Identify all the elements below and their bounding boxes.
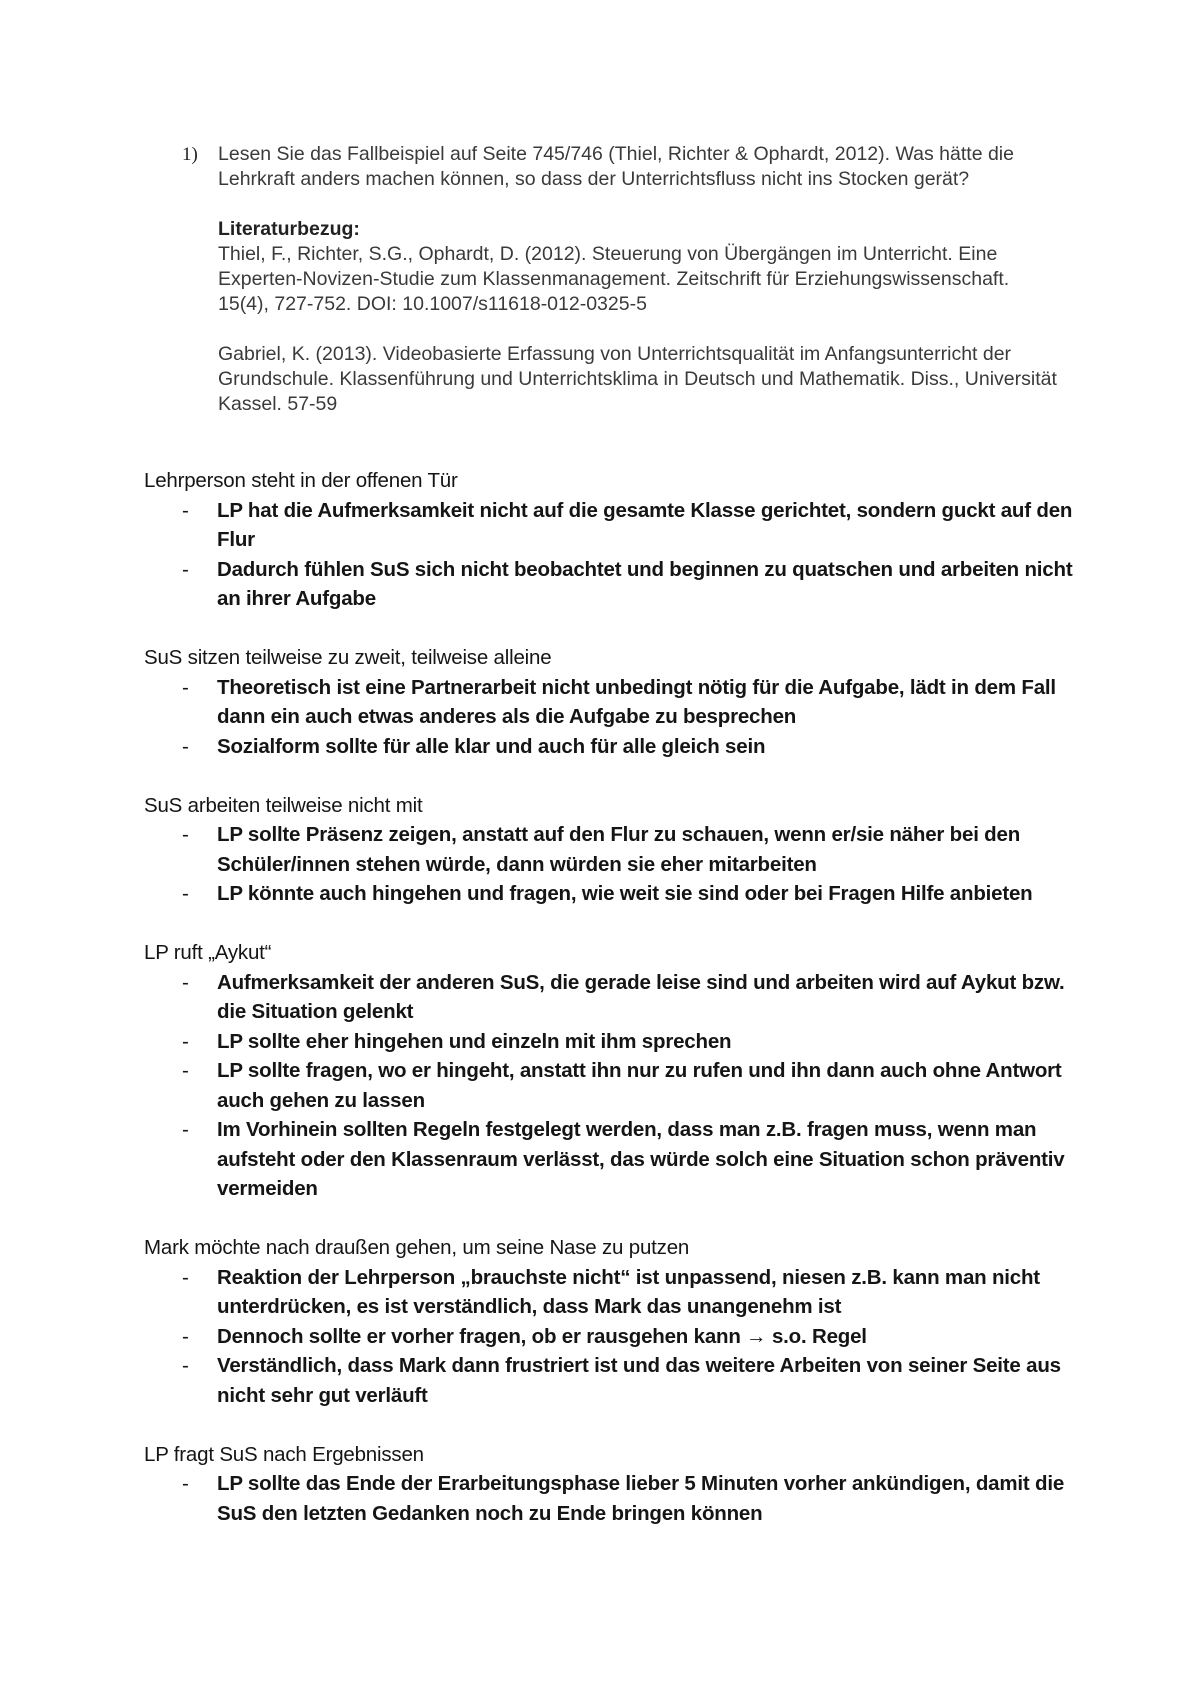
section-results bbox=[144, 1440, 1084, 1529]
list-item-text: LP hat die Aufmerksamkeit nicht auf die gesamte Klasse gerichtet, sondern guckt auf den Flur bbox=[217, 498, 1073, 551]
section-open-door bbox=[144, 466, 1084, 614]
literature-heading: Literaturbezug: bbox=[218, 218, 360, 240]
section-seating bbox=[144, 643, 1084, 761]
bullet-dash: - bbox=[182, 734, 189, 758]
bullet-list bbox=[144, 1469, 1084, 1528]
reference-thiel: Thiel, F., Richter, S.G., Ophardt, D. (2012). Steuerung von Übergängen im Unterricht. Eine Experten-Novizen-Studie zum Klassenmanagement. Zeitschrift für Erziehungswissenschaft. 15(4), 727-752. DOI: 10.1007/s11618-012-0325-5 bbox=[218, 243, 1010, 315]
section-aykut bbox=[144, 938, 1084, 1204]
section-heading: Lehrperson steht in der offenen Tür bbox=[144, 469, 458, 492]
bullet-dash: - bbox=[182, 1029, 189, 1053]
section-heading: SuS arbeiten teilweise nicht mit bbox=[144, 793, 423, 817]
list-item bbox=[144, 1115, 1084, 1204]
bullet-list bbox=[144, 496, 1084, 614]
list-item-text: Sozialform sollte für alle klar und auch für alle gleich sein bbox=[217, 734, 766, 758]
list-item bbox=[144, 732, 1084, 762]
section-heading: LP fragt SuS nach Ergebnissen bbox=[144, 1442, 424, 1466]
list-item bbox=[144, 673, 1084, 732]
bullet-dash: - bbox=[182, 1472, 189, 1495]
list-item bbox=[144, 555, 1084, 614]
bullet-list bbox=[144, 820, 1084, 909]
list-item-text: Dennoch sollte er vorher fragen, ob er rausgehen kann → s.o. Regel bbox=[217, 1324, 867, 1348]
list-item-text: Theoretisch ist eine Partnerarbeit nicht unbedingt nötig für die Aufgabe, lädt in dem Fall dann ein auch etwas anderes als die Aufgabe zu besprechen bbox=[217, 675, 1056, 728]
task-body bbox=[218, 142, 1058, 442]
bullet-dash: - bbox=[182, 1118, 189, 1141]
bullet-dash: - bbox=[182, 1324, 189, 1348]
list-item-text: LP könnte auch hingehen und fragen, wie weit sie sind oder bei Fragen Hilfe anbieten bbox=[217, 882, 1033, 905]
list-item bbox=[144, 1351, 1084, 1410]
section-not-working bbox=[144, 791, 1084, 909]
list-item bbox=[144, 496, 1084, 555]
reference-gabriel: Gabriel, K. (2013). Videobasierte Erfassung von Unterrichtsqualität im Anfangsunterricht der Grundschule. Klassenführung und Unterrichtsklima in Deutsch und Mathematik. Diss., Universität Kassel. 57-59 bbox=[218, 343, 1057, 415]
list-item-text: Reaktion der Lehrperson „brauchste nicht“ ist unpassend, niesen z.B. kann man nicht unterdrücken, es ist verständlich, dass Mark das unangenehm ist bbox=[217, 1265, 1040, 1318]
list-item bbox=[144, 968, 1084, 1027]
notes bbox=[144, 466, 1084, 1558]
bullet-list bbox=[144, 968, 1084, 1204]
section-heading: LP ruft „Aykut“ bbox=[144, 941, 272, 964]
bullet-dash: - bbox=[182, 970, 189, 994]
section-heading: Mark möchte nach draußen gehen, um seine Nase zu putzen bbox=[144, 1236, 690, 1259]
list-item bbox=[144, 1027, 1084, 1057]
bullet-dash: - bbox=[182, 675, 189, 699]
list-item bbox=[144, 1469, 1084, 1528]
list-item-text: LP sollte eher hingehen und einzeln mit ihm sprechen bbox=[217, 1029, 732, 1053]
list-item-text: LP sollte fragen, wo er hingeht, anstatt ihn nur zu rufen und ihn dann auch ohne Antwort auch gehen zu lassen bbox=[217, 1059, 1062, 1112]
bullet-dash: - bbox=[182, 823, 189, 846]
bullet-dash: - bbox=[182, 1059, 189, 1082]
list-item-text: Im Vorhinein sollten Regeln festgelegt werden, dass man z.B. fragen muss, wenn man aufsteht oder den Klassenraum verlässt, das würde solch eine Situation schon präventiv vermeiden bbox=[217, 1118, 1065, 1200]
list-item bbox=[144, 820, 1084, 879]
list-item bbox=[144, 879, 1084, 909]
bullet-list bbox=[144, 673, 1084, 762]
section-heading: SuS sitzen teilweise zu zweit, teilweise alleine bbox=[144, 646, 552, 669]
bullet-dash: - bbox=[182, 882, 189, 905]
bullet-dash: - bbox=[182, 557, 189, 581]
section-mark bbox=[144, 1233, 1084, 1410]
bullet-dash: - bbox=[182, 1265, 189, 1289]
list-item-text: LP sollte das Ende der Erarbeitungsphase lieber 5 Minuten vorher ankündigen, damit die SuS den letzten Gedanken noch zu Ende bringen können bbox=[217, 1472, 1065, 1525]
list-item bbox=[144, 1263, 1084, 1322]
list-item-text: Aufmerksamkeit der anderen SuS, die gerade leise sind und arbeiten wird auf Aykut bzw. die Situation gelenkt bbox=[217, 970, 1065, 1023]
list-item bbox=[144, 1322, 1084, 1352]
list-item-text: Verständlich, dass Mark dann frustriert ist und das weitere Arbeiten von seiner Seite aus nicht sehr gut verläuft bbox=[217, 1354, 1061, 1407]
list-item-text: Dadurch fühlen SuS sich nicht beobachtet und beginnen zu quatschen und arbeiten nicht an ihrer Aufgabe bbox=[217, 557, 1073, 610]
list-item-text: LP sollte Präsenz zeigen, anstatt auf den Flur zu schauen, wenn er/sie näher bei den Schüler/innen stehen würde, dann würden sie eher mitarbeiten bbox=[217, 823, 1021, 876]
task-question: Lesen Sie das Fallbeispiel auf Seite 745/746 (Thiel, Richter & Ophardt, 2012). Was hätte die Lehrkraft anders machen können, so dass der Unterrichtsfluss nicht ins Stocken gerät? bbox=[218, 143, 1014, 190]
bullet-list bbox=[144, 1263, 1084, 1411]
list-item bbox=[144, 1056, 1084, 1115]
bullet-dash: - bbox=[182, 498, 189, 522]
task-number: 1) bbox=[182, 144, 198, 165]
bullet-dash: - bbox=[182, 1354, 189, 1377]
